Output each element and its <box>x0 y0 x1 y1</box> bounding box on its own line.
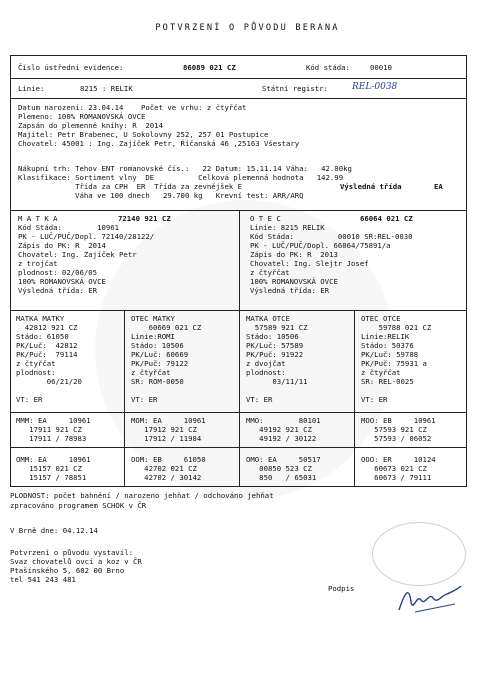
gen3-line: 60673 021 CZ <box>361 464 427 473</box>
grandparent-line: Linie:RELIK <box>361 332 410 341</box>
issuer-line: Svaz chovatelů ovcí a koz v ČR <box>10 557 142 566</box>
studbook-line: Zapsán do plemenné knihy: R 2014 <box>18 121 163 130</box>
grandparent-line: SR: ROM-0050 <box>131 377 184 386</box>
grandparent-heading: OTEC MATKY <box>131 314 175 323</box>
gen3-line: MOO: EB 10961 <box>361 416 436 425</box>
class-line: Třída za CPH ER Třída za zevnějšek E <box>18 182 243 191</box>
stamp <box>372 522 466 586</box>
weight-line: Váha ve 100 dnech 29.700 kg Krevní test: ARR/ARQ <box>18 191 304 200</box>
grandparent-line: 03/11/11 <box>246 377 308 386</box>
sire-line: Chovatel: Ing. Slejtr Josef <box>250 259 369 268</box>
grandparent-heading: OTEC OTCE <box>361 314 401 323</box>
grandparent-line: 42812 921 CZ <box>16 323 78 332</box>
grandparent-line: z dvojčat <box>246 359 286 368</box>
gen3-line: OOM: EB 61050 <box>131 455 206 464</box>
issuer-line: Ptašínského 5, 602 00 Brno <box>10 566 125 575</box>
sire-line: z čtyřčat <box>250 268 290 277</box>
gen3-line: 17912 / 11984 <box>131 434 202 443</box>
gen3-line: 15157 / 78851 <box>16 473 87 482</box>
gen3-line: MMM: EA 10961 <box>16 416 91 425</box>
state-register-value: REL-0038 <box>352 82 398 92</box>
gen3-line: 57593 921 CZ <box>361 425 427 434</box>
sire-line: Kód Stáda: 00010 SR:REL-0030 <box>250 232 413 241</box>
dam-line: Výsledná třída: ER <box>18 286 98 295</box>
sire-heading: O T E C <box>250 214 281 223</box>
grandparent-line: 59788 021 CZ <box>361 323 432 332</box>
gen3-line: MOM: EA 10961 <box>131 416 206 425</box>
birth-line: Datum narození: 23.04.14 Počet ve vrhu: z čtyřčat <box>18 103 247 112</box>
gen3-line: MMO: 80101 <box>246 416 321 425</box>
sire-line: 100% ROMANOVSKÁ OVCE <box>250 277 338 286</box>
gen3-line: 15157 021 CZ <box>16 464 82 473</box>
gen3-line: OMM: EA 10961 <box>16 455 91 464</box>
grandparent-line: 06/21/20 <box>16 377 82 386</box>
grandparent-line: VT: ER <box>246 395 273 404</box>
dam-heading: M A T K A <box>18 214 58 223</box>
grandparent-line: PK/Luč: 59788 <box>361 350 419 359</box>
gen3-line: 17911 921 CZ <box>16 425 82 434</box>
grandparent-line: PK/Puč: 79122 <box>131 359 189 368</box>
grandparent-line: PK/Luč: 60669 <box>131 350 189 359</box>
dam-line: plodnost: 02/06/05 <box>18 268 98 277</box>
sire-line: Linie: 8215 RELIK <box>250 223 325 232</box>
fertility-note: zpracováno programem SCHOK v ČR <box>10 501 147 510</box>
gen3-line: OMO: EA 50517 <box>246 455 321 464</box>
final-class-label: Výsledná třída <box>340 182 402 191</box>
grandparent-line: VT: ER <box>16 395 43 404</box>
dam-line: Zápis do PK: R 2014 <box>18 241 106 250</box>
line-label: Linie: <box>18 84 45 93</box>
line-value: 8215 : RELIK <box>80 84 133 93</box>
grandparent-line: VT: ER <box>361 395 388 404</box>
final-class-value: EA <box>434 182 443 191</box>
dam-line: 100% ROMANOVSKÁ OVCE <box>18 277 106 286</box>
grandparent-line: PK/Puč: 75931 a <box>361 359 427 368</box>
grandparent-line: 57589 921 CZ <box>246 323 308 332</box>
purchase-line: Nákupní trh: Tehov ENT romanovské čís.: 22 Datum: 15.11.14 Váha: 42.00kg <box>18 164 352 173</box>
dam-line: Kód Stáda: 10961 <box>18 223 120 232</box>
gen3-line: 60673 / 79111 <box>361 473 432 482</box>
state-register-label: Státní registr: <box>262 84 328 93</box>
gen3-line: 49192 / 30122 <box>246 434 317 443</box>
dam-id: 72140 921 CZ <box>118 214 171 223</box>
signature <box>395 582 465 616</box>
dam-line: Chovatel: Ing. Zajíček Petr <box>18 250 137 259</box>
owner-line: Majitel: Petr Brabenec, U Sokolovny 252, 257 01 Postupice <box>18 130 269 139</box>
gen3-line: 49192 921 CZ <box>246 425 312 434</box>
grandparent-line: VT: ER <box>131 395 158 404</box>
grandparent-line: PK/Luč: 42812 <box>16 341 78 350</box>
grandparent-line: SR: REL-0025 <box>361 377 414 386</box>
evidence-label: Číslo ústřední evidence: <box>18 63 124 72</box>
sire-line: PK - LUČ/PUČ/Dopl. 66064/75891/a <box>250 241 391 250</box>
gen3-line: OOO: ER 10124 <box>361 455 436 464</box>
grandparent-line: plodnost: <box>246 368 286 377</box>
grandparent-line: z čtyřčat <box>131 368 171 377</box>
issuer-line: Potvrzení o původu vystavil: <box>10 548 134 557</box>
breeder-line: Chovatel: 45001 : Ing. Zajíček Petr, Říčanská 46 ,25163 Všestary <box>18 139 300 148</box>
grandparent-line: Stádo: 10506 <box>131 341 184 350</box>
grandparent-line: 60669 021 CZ <box>131 323 202 332</box>
grandparent-line: Linie:ROMI <box>131 332 175 341</box>
sire-id: 66064 021 CZ <box>360 214 413 223</box>
grandparent-line: z čtyřčat <box>361 368 401 377</box>
evidence-number: 86089 021 CZ <box>183 63 236 72</box>
issuer-line: tel 541 243 481 <box>10 575 76 584</box>
signature-label: Podpis <box>328 584 355 593</box>
classification-line: Klasifikace: Sortiment vlny DE Celková plemenná hodnota 142.99 <box>18 173 344 182</box>
sire-line: Výsledná třída: ER <box>250 286 330 295</box>
sire-line: Zápis do PK: R 2013 <box>250 250 338 259</box>
herd-code: 00010 <box>370 63 392 72</box>
herd-code-label: Kód stáda: <box>306 63 350 72</box>
grandparent-line: Stádo: 61050 <box>16 332 69 341</box>
grandparent-line: Stádo: 10506 <box>246 332 299 341</box>
grandparent-line: Stádo: 50376 <box>361 341 414 350</box>
grandparent-line: z čtyřčat <box>16 359 56 368</box>
breed-line: Plemeno: 100% ROMANOVSKÁ OVCE <box>18 112 146 121</box>
grandparent-heading: MATKA OTCE <box>246 314 290 323</box>
grandparent-line: plodnost: <box>16 368 56 377</box>
grandparent-line: PK/Puč: 79114 <box>16 350 78 359</box>
gen3-line: 42702 / 30142 <box>131 473 202 482</box>
gen3-line: 850 / 65031 <box>246 473 317 482</box>
gen3-line: 00850 523 CZ <box>246 464 312 473</box>
gen3-line: 17912 921 CZ <box>131 425 197 434</box>
grandparent-heading: MATKA MATKY <box>16 314 65 323</box>
grandparent-line: PK/Puč: 91922 <box>246 350 304 359</box>
gen3-line: 57593 / 06052 <box>361 434 432 443</box>
gen3-line: 17911 / 78983 <box>16 434 87 443</box>
dam-line: z trojčat <box>18 259 58 268</box>
dam-line: PK - LUČ/PUČ/Dopl. 72140/28122/ <box>18 232 155 241</box>
document-title: POTVRZENÍ O PŮVODU BERANA <box>155 23 340 33</box>
fertility-note: PLODNOST: počet bahnění / narozeno jehňat / odchováno jehňat <box>10 491 274 500</box>
gen3-line: 42702 021 CZ <box>131 464 197 473</box>
issue-date: V Brně dne: 04.12.14 <box>10 526 98 535</box>
grandparent-line: PK/Luč: 57589 <box>246 341 304 350</box>
